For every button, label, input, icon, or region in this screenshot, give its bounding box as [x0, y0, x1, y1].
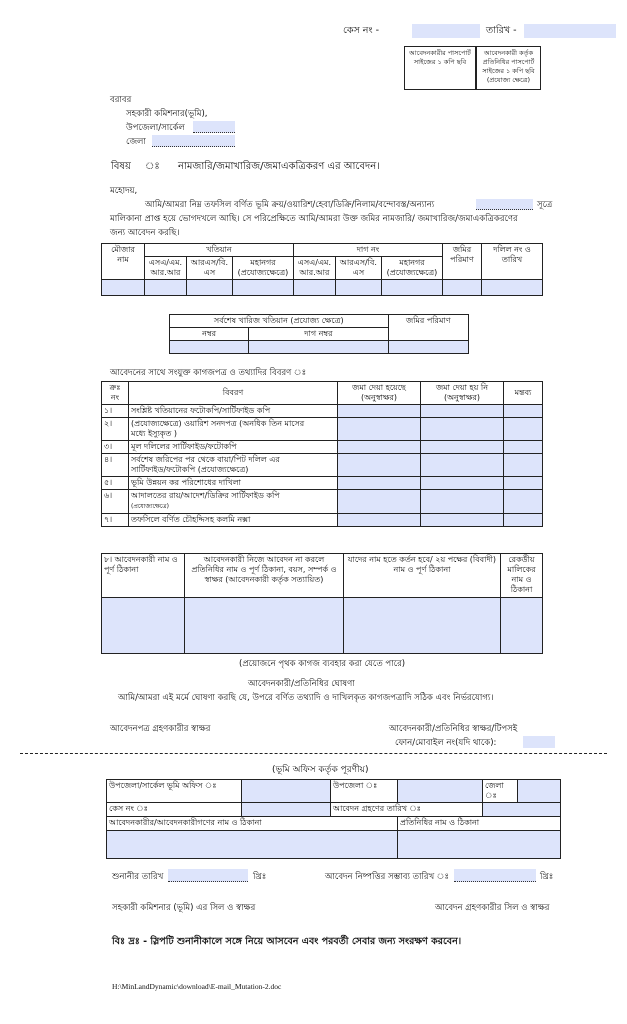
table-row: ১। সংশ্লিষ্ট খতিয়ানের ফটোকপি/সার্টিফাইড কপি: [102, 405, 543, 418]
not-given-cell[interactable]: [421, 514, 504, 527]
last-khatian-dag-input[interactable]: [249, 341, 388, 354]
address-line3: জেলা: [126, 137, 146, 147]
ac-seal-label: সহকারী কমিশনার (ভূমি) এর সিল ও স্বাক্ষর: [112, 903, 256, 913]
given-cell[interactable]: [338, 490, 421, 514]
source-field[interactable]: [476, 199, 533, 210]
given-cell[interactable]: [338, 405, 421, 418]
remarks-cell[interactable]: [504, 454, 543, 477]
note-separate: (প্রয়োজনে পৃথক কাগজ ব্যবহার করা যেতে পারে): [239, 659, 406, 669]
phone-label: ফোন/মোবাইল নং(যদি থাকে):: [395, 738, 497, 748]
declaration-text: আমি/আমরা এই মর্মে ঘোষণা করছি যে, উপরে বর্ণিত তথ্যাদি ও দাখিলকৃত কাগজপত্রাদি সঠিক এবং নির্ভরযোগ্য।: [118, 693, 494, 703]
subject-label: বিষয়: [111, 161, 131, 172]
docs-table: ক্রঃ নং বিবরণ জমা দেয়া হয়েছে (অনুস্বাক্ষর) জমা দেয়া হয় নি (অনুস্বাক্ষর) মন্তব্য ১। সংশ্লিষ্ট খতিয়ানের ফটোকপি/সার্টিফাইড কপি ২। (প্রযোজ্যক্ষেত্রে) ওয়ারিশ সনদপত্র (অনধিক তিন মাসের মধ্যে ইস্যুকৃত ) ৩। মূল দলিলের সার্টিফাইড/ফটোকপি ৪। সর্বশেষ জরিপের পর থেকে বায়া/পিট দলিল এর সার্টিফাইড/ফটোকপি (প্রযোজ্যক্ষেত্রে) ৫। ভূমি উন্নয়ন কর পরিশোধের দাখিলা ৬। আদালতের রায়/আদেশ/ডিক্রির সার্টিফাইড কপি (প্রযোজ্যক্ষেত্রে) ৭। তফসিলে বর্ণিত চৌহদ্দিসহ কলমি নক্সা: [101, 381, 543, 527]
table-row: ৬। আদালতের রায়/আদেশ/ডিক্রির সার্টিফাইড কপি (প্রযোজ্যক্ষেত্রে): [102, 490, 543, 514]
table-row: ২। (প্রযোজ্যক্ষেত্রে) ওয়ারিশ সনদপত্র (অনধিক তিন মাসের মধ্যে ইস্যুকৃত ): [102, 418, 543, 441]
remarks-cell[interactable]: [504, 490, 543, 514]
office-section-title: (ভূমি অফিস কর্তৃক পূরণীয়): [272, 765, 369, 775]
land-table: মৌজার নাম খতিয়ান দাগ নং জমির পরিমাণ দলিল নং ও তারিখ এসএ/এম. আর.আর আরএস/বি. এস মহানগর (প্রযোজ্যক্ষেত্রে) এসএ/এম. আর.আর আরএস/বি. এস মহানগর (প্রযোজ্যক্ষেত্রে): [101, 243, 543, 296]
district-input[interactable]: [518, 780, 561, 803]
land-input-cell[interactable]: [233, 280, 294, 296]
cut-line: [20, 753, 607, 754]
table-row: ৩। মূল দলিলের সার্টিফাইড/ফটোকপি: [102, 441, 543, 454]
given-cell[interactable]: [338, 418, 421, 441]
not-given-cell[interactable]: [421, 454, 504, 477]
land-input-cell[interactable]: [443, 280, 482, 296]
address-line2: উপজেলা/সার্কেল: [126, 123, 185, 133]
last-khatian-amount-input[interactable]: [388, 341, 468, 354]
not-given-cell[interactable]: [421, 441, 504, 454]
disposal-date-label: আবেদন নিষ্পত্তির সম্ভাব্য তারিখ ঃ: [325, 872, 450, 882]
upazila-input[interactable]: [398, 780, 483, 803]
given-cell[interactable]: [338, 477, 421, 490]
table-row: ৭। তফসিলে বর্ণিত চৌহদ্দিসহ কলমি নক্সা: [102, 514, 543, 527]
remarks-cell[interactable]: [504, 418, 543, 441]
subject-colon: ঃ: [145, 161, 160, 172]
case-no-label: কেস নং -: [343, 25, 380, 36]
given-cell[interactable]: [338, 454, 421, 477]
not-given-cell[interactable]: [421, 477, 504, 490]
case-no-input[interactable]: [242, 803, 331, 817]
receiver-signature-label: আবেদনপত্র গ্রহণকারীর স্বাক্ষর: [110, 724, 211, 734]
dag-header: দাগ নং: [293, 244, 442, 257]
recorded-owner-input[interactable]: [501, 598, 543, 654]
hearing-year-suffix: খ্রিঃ: [253, 872, 267, 882]
address-line1: সহকারী কমিশনার(ভূমি),: [126, 109, 208, 119]
land-input-cell[interactable]: [186, 280, 232, 296]
last-khatian-table: সর্বশেষ খারিজ খতিয়ান (প্রযোজ্য ক্ষেত্রে) জমির পরিমাণ নম্বর দাগ নম্বর: [169, 314, 469, 354]
parties-table: ৮। আবেদনকারী নাম ও পূর্ণ ঠিকানা আবেদনকারী নিজে আবেদন না করলে প্রতিনিধির নাম ও পূর্ণ ঠিকানা, বয়স, সম্পর্ক ও স্বাক্ষর (আবেদনকারী কর্তৃক সত্যায়িত) যাদের নাম হতে কর্তন হবে/ ২য় পক্ষের (বিবাদী) নাম ও পূর্ণ ঠিকানা রেকর্ডীয় মালিকের নাম ও ঠিকানা: [101, 553, 543, 654]
receive-date-input[interactable]: [483, 803, 561, 817]
salutation: মহোদয়,: [110, 186, 138, 196]
case-no-field[interactable]: [412, 24, 480, 38]
date-label: তারিখ -: [486, 25, 517, 36]
upazila-field[interactable]: [193, 121, 235, 133]
opposite-party-input[interactable]: [344, 598, 501, 654]
date-field[interactable]: [524, 24, 616, 38]
applicant-name-input[interactable]: [107, 831, 398, 859]
land-input-cell[interactable]: [335, 280, 381, 296]
land-input-cell[interactable]: [482, 280, 543, 296]
not-given-cell[interactable]: [421, 418, 504, 441]
representative-photo-box[interactable]: আবেদনকারী কর্তৃক প্রতিনিধির পাসপোর্ট সাইজের ১ কপি ছবি (প্রযোজ্য ক্ষেত্রে): [476, 46, 541, 90]
hearing-date-label: শুনানীর তারিখ: [112, 872, 164, 882]
body-para1-a: আমি/আমরা নিম্ন তফসিল বর্ণিত ভূমি ক্রয়/ওয়ারিশ/হেবা/ডিক্রি/নিলাম/বন্দোবস্ত/অন্যান্য: [145, 200, 435, 210]
body-para3: জন্য আবেদন করছি।: [110, 228, 180, 238]
body-para2: মালিকানা প্রাপ্ত হয়ে ভোগদখলে আছি। সে পরিপ্রেক্ষিতে আমি/আমরা উক্ত জমির নামজারি/ জমাখারিজ/জমাএকত্রিকরণের: [110, 214, 518, 224]
body-para1-b: সূত্রে: [537, 200, 553, 210]
remarks-cell[interactable]: [504, 405, 543, 418]
hearing-date-field[interactable]: [168, 869, 248, 882]
not-given-cell[interactable]: [421, 490, 504, 514]
table-row: ৪। সর্বশেষ জরিপের পর থেকে বায়া/পিট দলিল এর সার্টিফাইড/ফটোকপি (প্রযোজ্যক্ষেত্রে): [102, 454, 543, 477]
declaration-title: আবেদনকারী/প্রতিনিধির ঘোষণা: [248, 679, 355, 689]
last-khatian-number-input[interactable]: [170, 341, 249, 354]
land-input-cell[interactable]: [145, 280, 187, 296]
land-input-cell[interactable]: [381, 280, 442, 296]
phone-field[interactable]: [523, 736, 555, 748]
remarks-cell[interactable]: [504, 477, 543, 490]
file-path: H:\MinLandDynamic\download\E-mail_Mutation-2.doc: [112, 982, 282, 991]
docs-title: আবেদনের সাথে সংযুক্ত কাগজপত্র ও তথ্যাদির বিবরণ ঃ: [110, 368, 307, 378]
applicant-address-input[interactable]: [102, 598, 185, 654]
subject-text: নামজারি/জমাখারিজ/জমাএকত্রিকরণ এর আবেদন।: [178, 161, 380, 172]
table-row: ৫। ভূমি উন্নয়ন কর পরিশোধের দাখিলা: [102, 477, 543, 490]
office-table: উপজেলা/সার্কেল ভূমি অফিস ঃ উপজেলা ঃ জেলা ঃ কেস নং ঃ আবেদন গ্রহণের তারিখ ঃ আবেদনকারীর/আবেদনকারীগণের নাম ও ঠিকানা প্রতিনিধির নাম ও ঠিকানা: [106, 779, 561, 859]
applicant-photo-box[interactable]: আবেদনকারীর পাসপোর্ট সাইজের ১ কপি ছবি: [404, 46, 476, 90]
remarks-cell[interactable]: [504, 514, 543, 527]
circle-office-input[interactable]: [242, 780, 331, 803]
rep-name-input[interactable]: [398, 831, 561, 859]
khatian-header: খতিয়ান: [145, 244, 294, 257]
disposal-year-suffix: খ্রিঃ: [540, 872, 554, 882]
given-cell[interactable]: [338, 514, 421, 527]
land-input-cell[interactable]: [293, 280, 335, 296]
remarks-cell[interactable]: [504, 441, 543, 454]
not-given-cell[interactable]: [421, 405, 504, 418]
given-cell[interactable]: [338, 441, 421, 454]
district-field[interactable]: [152, 135, 235, 147]
address-to: বরাবর: [110, 95, 132, 105]
representative-input[interactable]: [185, 598, 344, 654]
applicant-signature-label: আবেদনকারী/প্রতিনিধির স্বাক্ষর/টিপসই: [389, 724, 518, 734]
disposal-date-field[interactable]: [454, 869, 536, 882]
land-input-cell[interactable]: [102, 280, 145, 296]
footnote: বিঃ দ্রঃ - স্লিপটি শুনানীকালে সঙ্গে নিয়ে আসবেন এবং পরবর্তী সেবার জন্য সংরক্ষণ করবেন।: [112, 936, 462, 947]
receiver-seal-label: আবেদন গ্রহণকারীর সিল ও স্বাক্ষর: [435, 903, 550, 913]
